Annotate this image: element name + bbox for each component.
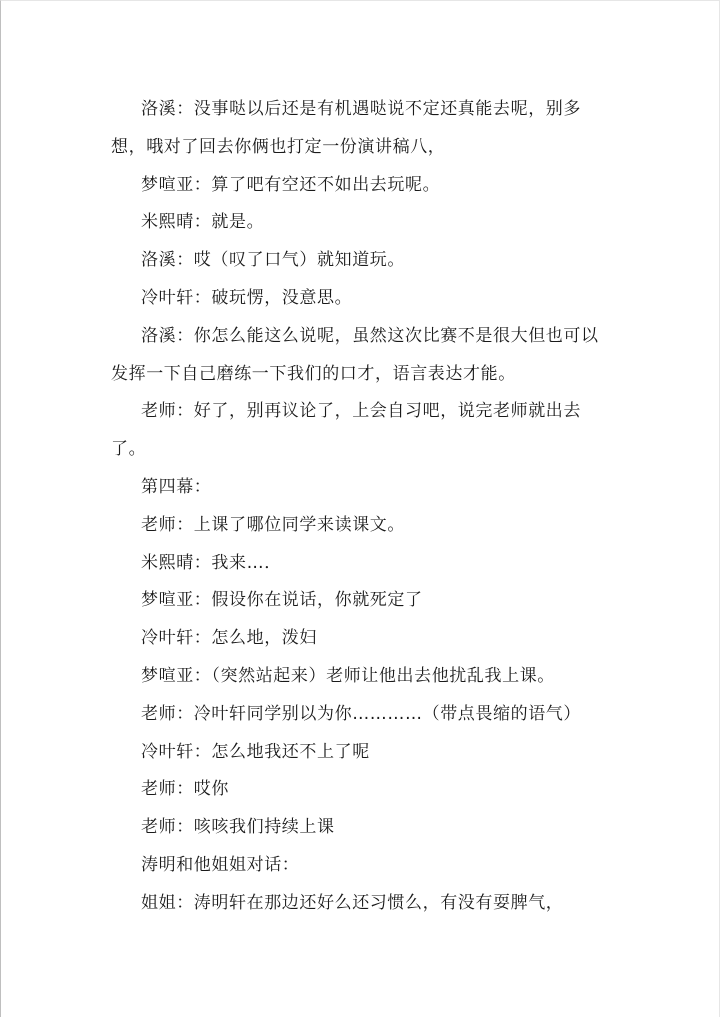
paragraph: 洛溪：哎（叹了口气）就知道玩。 (141, 250, 405, 271)
paragraph: 老师：上课了哪位同学来读课文。 (141, 514, 405, 535)
paragraph: 米熙晴：就是。 (141, 212, 265, 233)
paragraph: 冷叶轩：破玩愣，没意思。 (141, 287, 353, 308)
paragraph: 洛溪：你怎么能这么说呢，虽然这次比赛不是很大但也可以发挥一下自己磨练一下我们的口才，语言表达才能。 (111, 325, 599, 384)
paragraph: 梦喧亚：算了吧有空还不如出去玩呢。 (141, 174, 441, 195)
paragraph: 老师：咳咳我们持续上课 (141, 817, 335, 838)
paragraph: 姐姐：涛明轩在那边还好么还习惯么，有没有耍脾气， (141, 892, 564, 913)
paragraph: 米熙晴：我来…． (141, 552, 282, 573)
document-body (111, 91, 615, 923)
paragraph: 洛溪：没事哒以后还是有机遇哒说不定还真能去呢，别多想，哦对了回去你俩也打定一份演讲稿八， (111, 99, 581, 157)
section-heading: 第四幕： (141, 476, 212, 497)
paragraph: 老师：哎你 (141, 779, 229, 800)
paragraph: 冷叶轩：怎么地我还不上了呢 (141, 741, 370, 762)
paragraph: 梦喧亚：假设你在说话，你就死定了 (141, 590, 423, 611)
paragraph: 梦喧亚：（突然站起来）老师让他出去他扰乱我上课。 (141, 665, 555, 686)
paragraph: 冷叶轩：怎么地，泼妇 (141, 628, 317, 649)
paragraph: 老师：冷叶轩同学别以为你…………（带点畏缩的语气） (141, 703, 581, 724)
paragraph: 涛明和他姐姐对话： (141, 854, 300, 875)
paragraph: 老师：好了，别再议论了，上会自习吧，说完老师就出去了。 (111, 401, 581, 460)
